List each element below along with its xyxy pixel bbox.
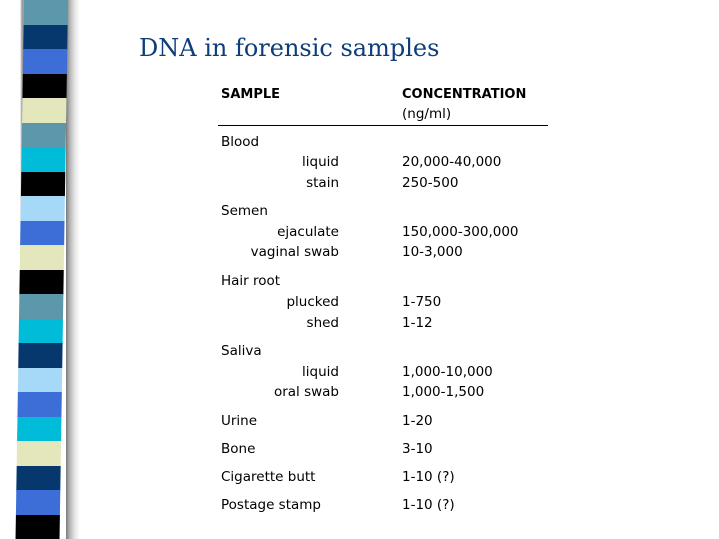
concentration-value: 1,000-10,000 (402, 364, 493, 380)
stripe-segment (20, 221, 64, 246)
stripe-bar-right-shadow (66, 0, 80, 539)
stripe-segment (16, 515, 60, 539)
stripe-segment (21, 196, 65, 221)
header-sample: SAMPLE (221, 87, 281, 102)
sample-subtype: liquid (302, 364, 339, 380)
sample-subtype: vaginal swab (250, 244, 339, 260)
concentration-value: 150,000-300,000 (402, 224, 519, 240)
concentration-value: 1-10 (?) (402, 497, 455, 513)
stripe-segment (22, 74, 66, 99)
stripe-segment (18, 368, 62, 393)
sample-subtype: stain (306, 175, 339, 191)
sample-subtype: shed (306, 315, 339, 331)
concentration-value: 20,000-40,000 (402, 154, 502, 170)
sample-subtype: plucked (286, 294, 339, 310)
concentration-value: 1,000-1,500 (402, 384, 485, 400)
category-label: Urine (221, 413, 258, 429)
stripe-segment (22, 98, 66, 123)
stripe-segment (21, 172, 65, 197)
stripe-segment (16, 490, 60, 515)
stripe-segment (17, 441, 61, 466)
concentration-value: 1-10 (?) (402, 469, 455, 485)
category-label: Bone (221, 441, 256, 457)
sample-subtype: oral swab (273, 384, 339, 400)
stripe-segment (19, 319, 63, 344)
stripe-segment (19, 294, 63, 319)
header-divider (218, 125, 548, 126)
decorative-stripe-bar (0, 0, 80, 539)
stripe-segment (21, 147, 65, 172)
concentration-value: 1-750 (402, 294, 442, 310)
header-unit: (ng/ml) (402, 106, 452, 122)
concentration-value: 10-3,000 (402, 244, 463, 260)
stripe-column (16, 0, 68, 539)
stripe-segment (24, 0, 68, 25)
stripe-segment (18, 343, 62, 368)
category-label: Postage stamp (221, 497, 322, 513)
stripe-segment (19, 270, 63, 295)
sample-subtype: ejaculate (277, 224, 339, 240)
concentration-value: 1-12 (402, 315, 433, 331)
stripe-segment (17, 392, 61, 417)
sample-subtype: liquid (302, 154, 339, 170)
category-label: Cigarette butt (221, 469, 316, 485)
stripe-segment (17, 417, 61, 442)
stripe-segment (23, 49, 67, 74)
stripe-segment (16, 466, 60, 491)
category-label: Semen (221, 203, 268, 219)
stripe-segment (20, 245, 64, 270)
slide-title: DNA in forensic samples (139, 34, 440, 62)
concentration-value: 1-20 (402, 413, 433, 429)
stripe-segment (22, 123, 66, 148)
category-label: Hair root (221, 273, 281, 289)
concentration-value: 3-10 (402, 441, 433, 457)
stripe-segment (23, 25, 67, 50)
concentration-value: 250-500 (402, 175, 459, 191)
category-label: Blood (221, 134, 260, 150)
forensic-dna-table (221, 0, 551, 539)
header-concentration: CONCENTRATION (402, 87, 527, 102)
category-label: Saliva (221, 343, 262, 359)
